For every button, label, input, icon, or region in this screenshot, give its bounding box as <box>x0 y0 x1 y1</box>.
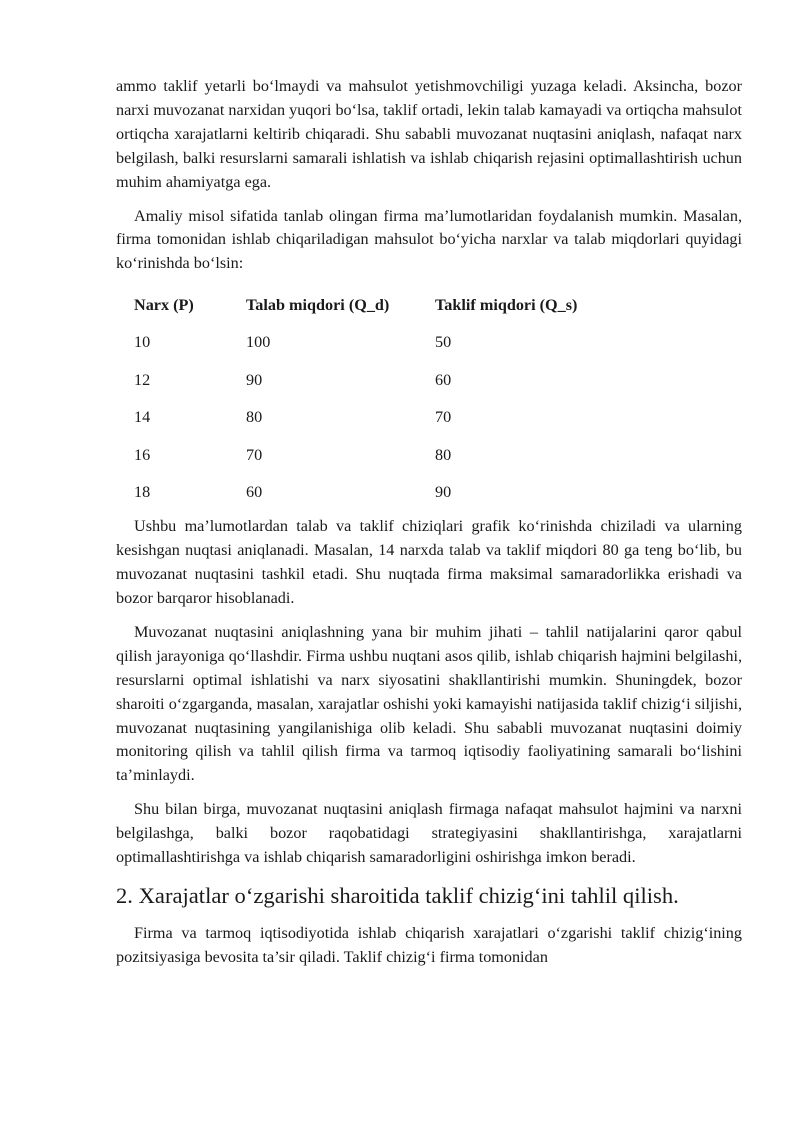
section-heading: 2. Xarajatlar o‘zgarishi sharoitida taklif chizig‘ini tahlil qilish. <box>116 882 679 908</box>
cell-demand: 80 <box>246 408 263 426</box>
cell-supply: 80 <box>435 445 452 464</box>
paragraph-example-intro: Amaliy misol sifatida tanlab olingan firma ma’lumotlaridan foydalanish mumkin. Masalan, firma tomonidan ishlab chiqariladigan mahsulot bo‘yicha narxlar va talab miqdorlari quyidagi ko‘rinishda bo‘lsin: <box>116 206 742 273</box>
table-row <box>116 324 635 362</box>
table-row <box>116 361 635 399</box>
cell-demand: 60 <box>246 483 263 501</box>
cell-supply: 90 <box>435 483 452 501</box>
cell-price: 18 <box>134 483 151 501</box>
cell-demand: 90 <box>246 370 263 389</box>
header-demand: Talab miqdori (Q_d) <box>246 295 390 314</box>
document-page <box>116 75 742 980</box>
header-price: Narx (P) <box>134 295 194 314</box>
cell-demand: 100 <box>246 333 271 351</box>
cell-price: 16 <box>134 445 151 464</box>
cell-supply: 70 <box>435 408 452 426</box>
table-row <box>116 399 635 437</box>
paragraph-equilibrium-graph: Ushbu ma’lumotlardan talab va taklif chiziqlari grafik ko‘rinishda chiziladi va ularning kesishgan nuqtasi aniqlanadi. Masalan, 14 narxda talab va taklif miqdori 80 ga teng bo‘lib, bu muvozanat nuqtasini tashkil etadi. Shu nuqtada firma maksimal samaradorlikka erishadi va bozor barqaror hisoblanadi. <box>116 517 742 607</box>
cell-price: 10 <box>134 333 151 351</box>
paragraph-continuation: ammo taklif yetarli bo‘lmaydi va mahsulot yetishmovchiligi yuzaga keladi. Aksincha, bozor narxi muvozanat narxidan yuqori bo‘lsa, taklif ortadi, lekin talab kamayadi va ortiqcha mahsulot ortiqcha xarajatlarni keltirib chiqaradi. Shu sababli muvozanat nuqtasini aniqlash, nafaqat narx belgilash, balki resurslarni samarali ishlatish va ishlab chiqarish rejasini optimallashtirish uchun muhim ahamiyatga ega. <box>116 77 742 191</box>
cell-supply: 50 <box>435 333 452 351</box>
paragraph-decision-making: Muvozanat nuqtasini aniqlashning yana bir muhim jihati – tahlil natijalarini qaror qabul qilish jarayoniga qo‘llashdir. Firma ushbu nuqtani asos qilib, ishlab chiqarish hajmini belgilashi, resurslarni optimal ishlatishi va narx siyosatini shakllantirishi mumkin. Shuningdek, bozor sharoiti o‘zgarganda, masalan, xarajatlar oshishi yoki kamayishi natijasida taklif chizig‘i siljishi, muvozanat nuqtasining yangilanishiga olib keladi. Shu sababli muvozanat nuqtasini doimiy monitoring qilish va tahlil qilish firma va tarmoq iqtisodiy faoliyatining samarali bo‘lishini ta’minlaydi. <box>116 622 742 785</box>
table-row <box>116 474 635 512</box>
cell-price: 12 <box>134 370 151 389</box>
paragraph-cost-change: Firma va tarmoq iqtisodiyotida ishlab chiqarish xarajatlari o‘zgarishi taklif chizig‘ining pozitsiyasiga bevosita ta’sir qiladi. Taklif chizig‘i firma tomonidan <box>116 923 742 966</box>
header-supply: Taklif miqdori (Q_s) <box>435 295 578 314</box>
table-row <box>116 436 635 474</box>
price-quantity-table <box>116 286 635 511</box>
paragraph-strategy: Shu bilan birga, muvozanat nuqtasini aniqlash firmaga nafaqat mahsulot hajmini va narxni belgilashga, balki bozor raqobatidagi strategiyasini shakllantirishga, xarajatlarni optimallashtirishga va ishlab chiqarish samaradorligini oshirishga imkon beradi. <box>116 800 742 867</box>
cell-supply: 60 <box>435 370 452 389</box>
table-header-row <box>116 286 635 324</box>
cell-price: 14 <box>134 408 151 426</box>
cell-demand: 70 <box>246 445 263 464</box>
